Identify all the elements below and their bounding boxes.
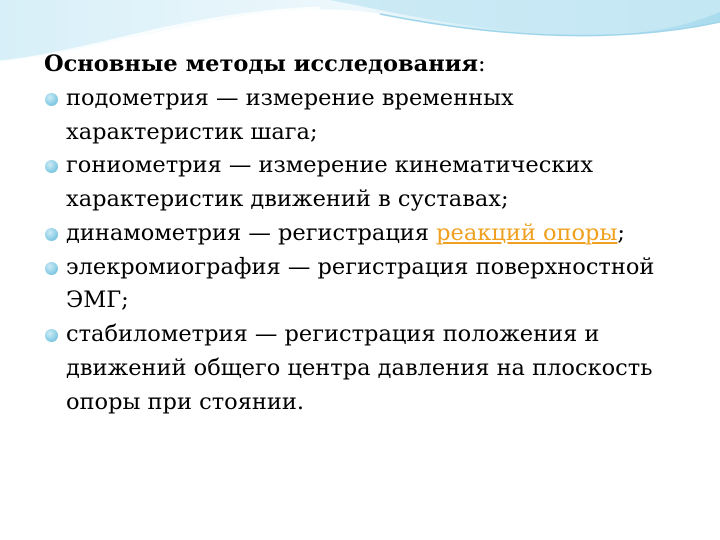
bullet-icon [45,262,58,275]
bullet-icon [45,329,58,342]
list-item-text: элекромиография — регистрация поверхностной ЭМГ; [66,253,655,314]
list-item-text: стабилометрия — регистрация положения и движений общего центра давления на плоскость опоры при стоянии. [66,321,653,415]
list-item-text-before: динамометрия — регистрация [66,219,437,246]
bullet-icon [45,93,58,106]
support-reactions-link[interactable]: реакций опоры [436,219,618,246]
list-item-podometry [44,82,684,150]
bullet-icon [45,160,58,173]
slide-content [44,48,684,419]
list-item-text: гониометрия — измерение кинематических характеристик движений в суставах; [66,152,594,212]
slide-heading-colon: : [478,51,486,77]
list-item-electromyography [44,251,684,319]
list-item-dynamometry [44,217,684,251]
slide-heading [44,48,684,82]
list-item-stabilometry [44,318,684,419]
list-item-text-after: ; [617,219,625,246]
list-item-goniometry [44,149,684,217]
slide-heading-text: Основные методы исследования [44,51,479,77]
bullet-icon [45,228,58,241]
methods-list [44,82,684,420]
list-item-text: подометрия — измерение временных характеристик шага; [66,84,514,145]
